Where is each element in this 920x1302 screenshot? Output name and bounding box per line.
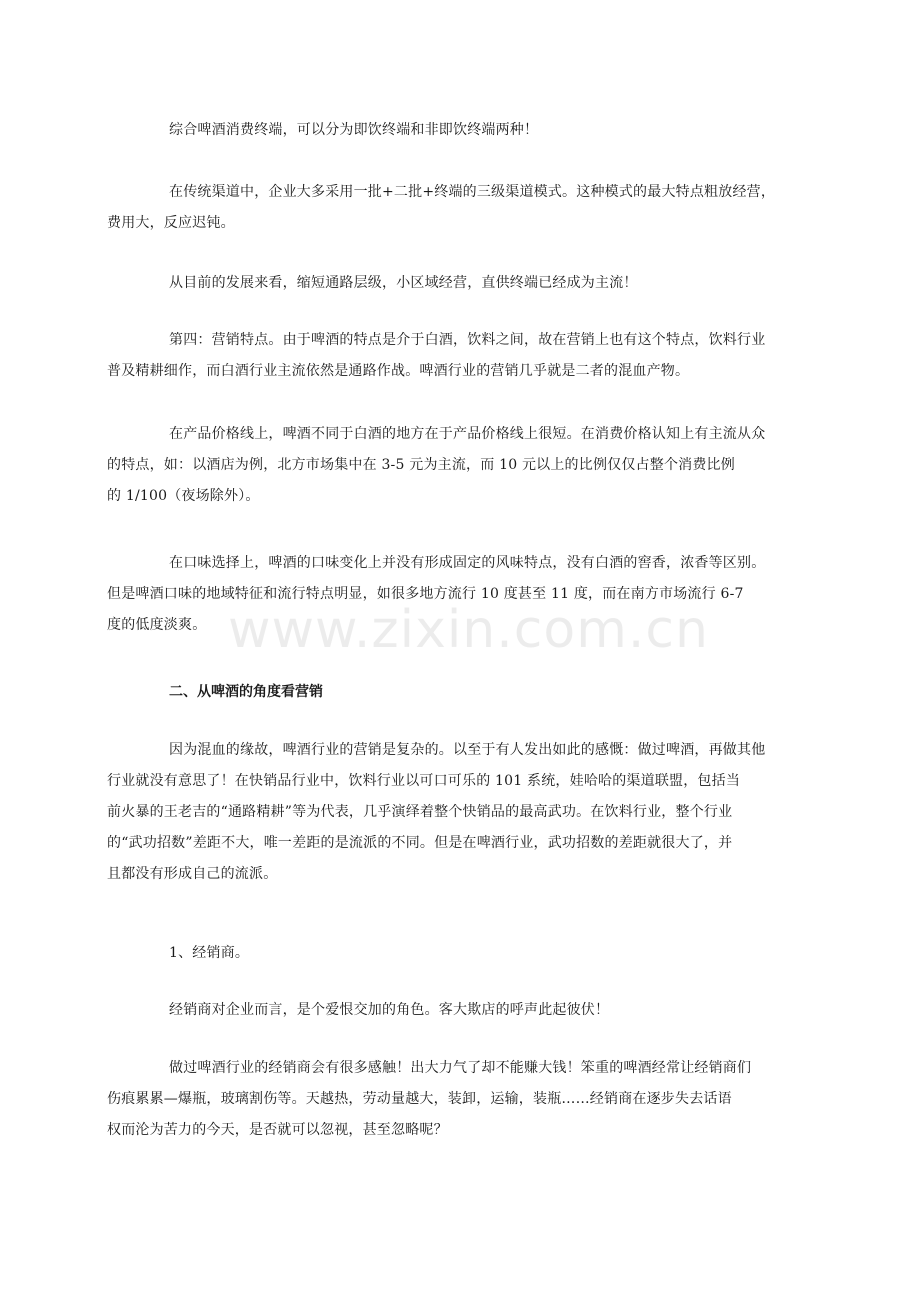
text-line: 的特点，如：以酒店为例，北方市场集中在 3-5 元为主流，而 10 元以上的比例仅仅占整个消费比例	[107, 457, 735, 473]
text-line: 在传统渠道中，企业大多采用一批+二批+终端的三级渠道模式。这种模式的最大特点粗放经营，	[169, 184, 776, 200]
paragraph-current-development	[138, 268, 794, 299]
text-line: 的“武功招数”差距不大，唯一差距的是流派的不同。但是在啤酒行业，武功招数的差距就很大了，并	[107, 835, 733, 851]
text-line: 伤痕累累—爆瓶，玻璃割伤等。天越热，劳动量越大，装卸，运输，装瓶……经销商在逐步失去话语	[107, 1091, 732, 1107]
text-line: 权而沦为苦力的今天，是否就可以忽视，甚至忽略呢？	[107, 1122, 448, 1138]
text-line: 因为混血的缘故，啤酒行业的营销是复杂的。以至于有人发出如此的感慨：做过啤酒，再做其他	[169, 742, 766, 758]
paragraph-price-line	[107, 419, 794, 512]
paragraph-terminal-types	[138, 115, 794, 146]
text-line: 经销商对企业而言，是个爱恨交加的角色。客大欺店的呼声此起彼伏！	[169, 1002, 610, 1018]
paragraph-distributor-feelings	[107, 1053, 794, 1146]
paragraph-taste-selection	[107, 548, 794, 641]
paragraph-mixed-marketing	[107, 735, 794, 890]
text-line: 的 1/100（夜场除外）。	[107, 488, 260, 504]
text-line: 但是啤酒口味的地域特征和流行特点明显，如很多地方流行 10 度甚至 11 度，而在南方市场流行 6-7	[107, 586, 744, 602]
text-line: 费用大，反应迟钝。	[107, 215, 235, 231]
text-line: 从目前的发展来看，缩短通路层级，小区域经营，直供终端已经成为主流！	[169, 275, 638, 291]
text-line: 度的低度淡爽。	[107, 617, 207, 633]
paragraph-traditional-channels	[107, 177, 794, 239]
text-line: 行业就没有意思了！在快销品行业中，饮料行业以可口可乐的 101 系统，娃哈哈的渠道联盟，包括当	[107, 773, 741, 789]
text-line: 做过啤酒行业的经销商会有很多感触！出大力气了却不能赚大钱！笨重的啤酒经常让经销商们	[169, 1060, 752, 1076]
text-line: 前火暴的王老吉的“通路精耕”等为代表，几乎演绎着整个快销品的最高武功。在饮料行业，整个行业	[107, 804, 733, 820]
text-line: 普及精耕细作，而白酒行业主流依然是通路作战。啤酒行业的营销几乎就是二者的混血产物。	[107, 363, 690, 379]
text-line: 且都没有形成自己的流派。	[107, 866, 278, 882]
section-heading: 二、从啤酒的角度看营销	[169, 684, 323, 700]
paragraph-marketing-features	[107, 325, 794, 387]
text-line: 在口味选择上，啤酒的口味变化上并没有形成固定的风味特点，没有白酒的窖香，浓香等区别。	[169, 555, 766, 571]
text-line: 1、经销商。	[169, 945, 250, 961]
text-line: 综合啤酒消费终端，可以分为即饮终端和非即饮终端两种！	[169, 122, 539, 138]
subheading-distributors	[138, 938, 794, 969]
text-line: 在产品价格线上，啤酒不同于白酒的地方在于产品价格线上很短。在消费价格认知上有主流从众	[169, 426, 766, 442]
text-line: 第四：营销特点。由于啤酒的特点是介于白酒，饮料之间，故在营销上也有这个特点，饮料行业	[169, 332, 766, 348]
watermark: www.zixin.com.cn	[228, 600, 709, 660]
paragraph-distributor-role	[138, 995, 794, 1026]
